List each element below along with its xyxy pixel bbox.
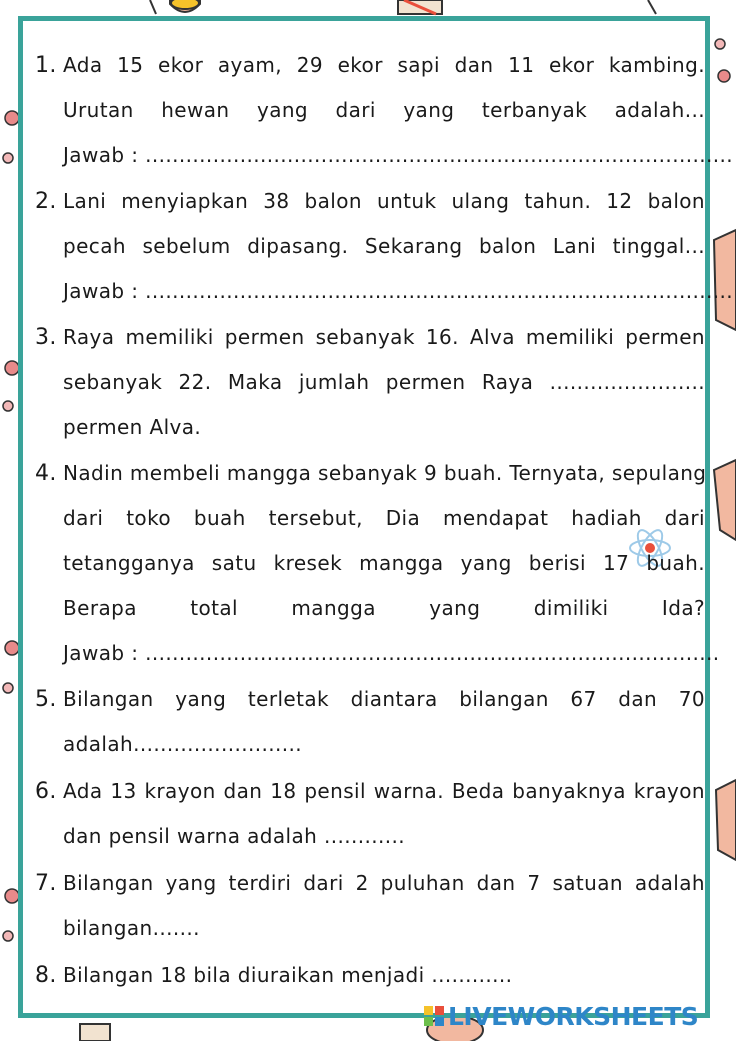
- question-text-line: Bilangan yang terdiri dari 2 puluhan dan 7 satuan adalah: [63, 871, 705, 895]
- question-8: [35, 953, 705, 998]
- test-tube-icon: [398, 0, 442, 14]
- question-text-line: Lani menyiapkan 38 balon untuk ulang tahun. 12 balon: [63, 189, 705, 213]
- answer-line[interactable]: bilangan.......: [63, 916, 200, 940]
- bead-icon: [3, 111, 19, 941]
- question-text-line: Raya memiliki permen sebanyak 16. Alva memiliki permen: [63, 325, 705, 349]
- answer-line[interactable]: adalah.........................: [63, 732, 303, 756]
- flask-icon: [714, 230, 736, 860]
- question-text-line: tetangganya satu kresek mangga yang berisi 17 buah.: [63, 551, 705, 575]
- question-3: [35, 315, 705, 450]
- answer-line[interactable]: Bilangan 18 bila diuraikan menjadi ............: [63, 963, 513, 987]
- answer-line[interactable]: Jawab : .......................................................................................: [63, 143, 734, 167]
- question-5: [35, 677, 705, 767]
- question-text-line: Berapa total mangga yang dimiliki Ida?: [63, 596, 705, 620]
- question-text-line: Nadin membeli mangga sebanyak 9 buah. Ternyata, sepulang: [63, 461, 707, 485]
- answer-line[interactable]: Jawab : .....................................................................................: [63, 641, 720, 665]
- question-number: 2.: [35, 189, 57, 214]
- question-number: 8.: [35, 963, 57, 988]
- question-text-line: permen Alva.: [63, 415, 202, 439]
- question-text-line[interactable]: sebanyak 22. Maka jumlah permen Raya .......................: [63, 370, 705, 394]
- logo-square: [424, 1017, 433, 1026]
- question-2: [35, 179, 734, 314]
- question-number: 5.: [35, 687, 57, 712]
- question-number: 1.: [35, 53, 57, 78]
- question-7: [35, 861, 705, 951]
- question-text-line: pecah sebelum dipasang. Sekarang balon Lani tinggal...: [63, 234, 705, 258]
- question-text-line: Ada 13 krayon dan 18 pensil warna. Beda banyaknya krayon: [63, 779, 705, 803]
- worksheet-frame: [18, 16, 734, 1018]
- question-text-line: Bilangan yang terletak diantara bilangan 67 dan 70: [63, 687, 705, 711]
- question-number: 4.: [35, 461, 57, 486]
- question-6: [35, 769, 705, 859]
- logo-text: LIVEWORKSHEETS: [448, 1001, 699, 1031]
- question-text-line: Ada 15 ekor ayam, 29 ekor sapi dan 11 ekor kambing.: [63, 53, 705, 77]
- answer-line[interactable]: Jawab : .......................................................................................: [63, 279, 734, 303]
- question-number: 3.: [35, 325, 57, 350]
- question-4: [35, 451, 720, 676]
- logo-square: [435, 1006, 444, 1015]
- question-text-line: Urutan hewan yang dari yang terbanyak adalah...: [63, 98, 705, 122]
- flask-icon: [80, 1016, 483, 1041]
- question-1: [35, 43, 734, 178]
- question-number: 6.: [35, 779, 57, 804]
- logo-squares-icon: [424, 1006, 444, 1026]
- answer-line[interactable]: dan pensil warna adalah ............: [63, 824, 406, 848]
- liveworksheets-logo[interactable]: [424, 996, 724, 1036]
- question-text-line: dari toko buah tersebut, Dia mendapat hadiah dari: [63, 506, 705, 530]
- logo-square: [435, 1017, 444, 1026]
- flask-icon: [170, 0, 200, 12]
- question-number: 7.: [35, 871, 57, 896]
- logo-square: [424, 1006, 433, 1015]
- bead-icon: [715, 39, 730, 82]
